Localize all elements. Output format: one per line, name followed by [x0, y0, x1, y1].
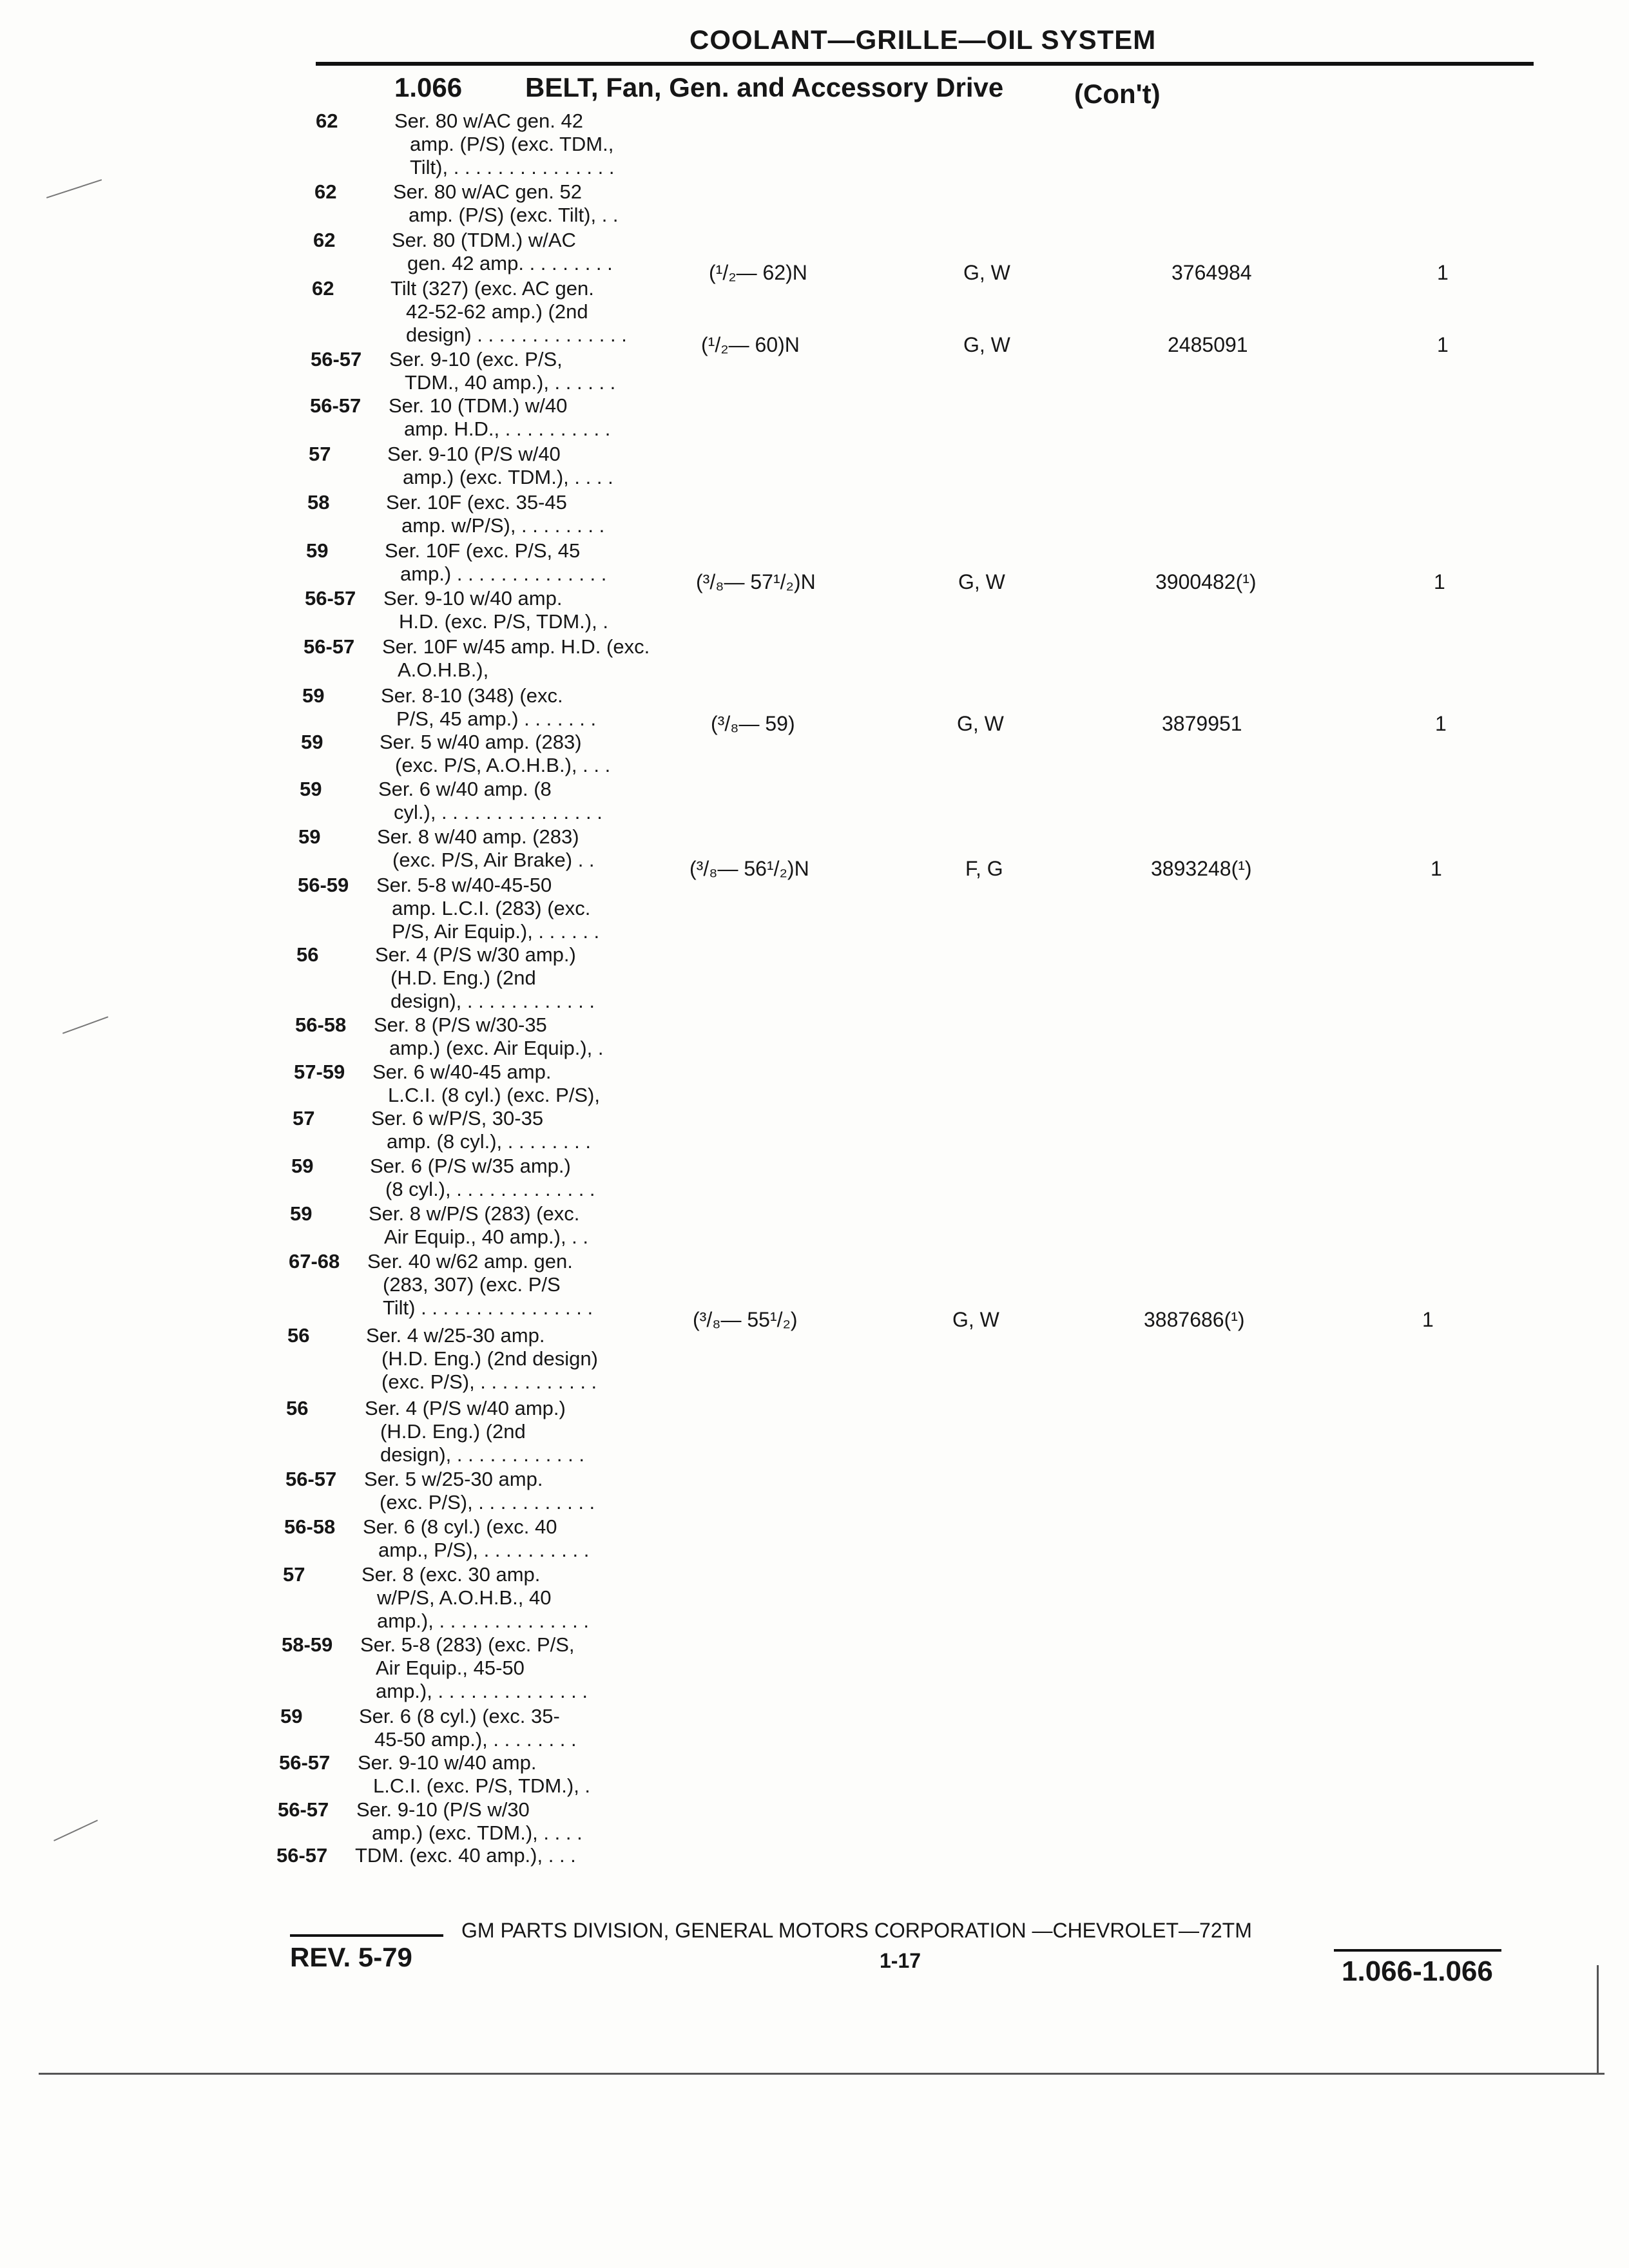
application-description-line: 45-50 amp.), . . . . . . . .: [374, 1728, 577, 1751]
application-description-line: Ser. 8-10 (348) (exc.: [381, 684, 563, 707]
application-description-line: amp.) . . . . . . . . . . . . . .: [400, 562, 607, 585]
application-description-line: P/S, 45 amp.) . . . . . . .: [396, 707, 597, 730]
part-number: 3764984: [1171, 261, 1252, 284]
footer-rule: [1334, 1949, 1501, 1952]
application-description-line: amp. (P/S) (exc. TDM.,: [410, 133, 614, 155]
model-year: 59: [290, 1202, 313, 1225]
application-description-line: amp.) (exc. TDM.), . . . .: [403, 466, 613, 488]
footer-page-number: 1-17: [880, 1949, 921, 1972]
model-year: 59: [306, 539, 329, 562]
application-description-line: amp. H.D., . . . . . . . . . .: [404, 418, 611, 440]
application-description-line: H.D. (exc. P/S, TDM.), .: [399, 610, 608, 633]
model-year: 56-57: [285, 1468, 337, 1490]
section-title: BELT, Fan, Gen. and Accessory Drive: [525, 72, 1004, 102]
scan-edge: [1597, 1965, 1599, 2073]
quantity: 1: [1435, 712, 1447, 735]
application-description-line: Tilt (327) (exc. AC gen.: [390, 277, 594, 300]
belt-colors: G, W: [963, 333, 1010, 356]
application-description-line: (H.D. Eng.) (2nd design): [381, 1347, 598, 1370]
application-description-line: Ser. 5-8 (283) (exc. P/S,: [360, 1633, 575, 1656]
model-year: 57: [283, 1563, 305, 1586]
part-number: 3893248(¹): [1151, 857, 1252, 880]
belt-size: (³/₈— 57¹/₂)N: [696, 570, 816, 593]
belt-size: (¹/₂— 62)N: [709, 261, 807, 284]
application-description-line: Ser. 10 (TDM.) w/40: [389, 394, 568, 417]
application-description-line: Ser. 80 w/AC gen. 42: [394, 110, 583, 132]
model-year: 56: [287, 1324, 310, 1347]
belt-size: (³/₈— 56¹/₂)N: [689, 857, 809, 880]
application-description-line: Air Equip., 45-50: [376, 1657, 525, 1679]
model-year: 56: [286, 1397, 309, 1419]
belt-size: (¹/₂— 60)N: [701, 333, 800, 356]
part-number: 2485091: [1168, 333, 1248, 356]
application-description-line: amp. L.C.I. (283) (exc.: [392, 897, 591, 919]
footer-section-range: 1.066-1.066: [1342, 1956, 1493, 1987]
quantity: 1: [1431, 857, 1442, 880]
application-description-line: L.C.I. (exc. P/S, TDM.), .: [373, 1774, 591, 1797]
application-description-line: design), . . . . . . . . . . . .: [390, 990, 595, 1012]
application-description-line: Ser. 9-10 (exc. P/S,: [389, 348, 563, 370]
model-year: 56-57: [305, 587, 356, 610]
model-year: 62: [312, 277, 334, 300]
model-year: 56-57: [310, 394, 361, 417]
model-year: 62: [316, 110, 338, 132]
application-description-line: Ser. 6 (8 cyl.) (exc. 35-: [359, 1705, 560, 1727]
application-description-line: amp.), . . . . . . . . . . . . . .: [377, 1610, 590, 1632]
model-year: 56-57: [276, 1844, 328, 1867]
application-description-line: amp.) (exc. Air Equip.), .: [389, 1037, 604, 1059]
application-description-line: Ser. 8 (exc. 30 amp.: [361, 1563, 541, 1586]
application-description-line: design) . . . . . . . . . . . . . .: [406, 323, 627, 346]
belt-colors: G, W: [957, 712, 1004, 735]
model-year: 59: [302, 684, 325, 707]
application-description-line: amp.), . . . . . . . . . . . . . .: [376, 1680, 588, 1702]
model-year: 57: [293, 1107, 315, 1129]
application-description-line: Ser. 9-10 w/40 amp.: [358, 1751, 537, 1774]
footer-rule: [290, 1934, 443, 1937]
header-rule: [316, 62, 1534, 66]
belt-size: (³/₈— 59): [711, 712, 795, 735]
application-description-line: (H.D. Eng.) (2nd: [390, 966, 536, 989]
model-year: 67-68: [289, 1250, 340, 1273]
model-year: 62: [314, 180, 337, 203]
part-number: 3887686(¹): [1144, 1308, 1245, 1331]
scan-mark: [63, 1016, 108, 1034]
application-description-line: Ser. 9-10 (P/S w/30: [356, 1798, 530, 1821]
application-description-line: Ser. 5 w/40 amp. (283): [380, 731, 582, 753]
application-description-line: Ser. 40 w/62 amp. gen.: [367, 1250, 573, 1273]
application-description-line: Ser. 8 w/40 amp. (283): [377, 825, 579, 848]
application-description-line: Ser. 4 (P/S w/40 amp.): [365, 1397, 566, 1419]
application-description-line: cyl.), . . . . . . . . . . . . . . .: [394, 801, 602, 823]
application-description-line: P/S, Air Equip.), . . . . . .: [392, 920, 600, 943]
model-year: 58: [307, 491, 330, 514]
model-year: 59: [298, 825, 321, 848]
application-description-line: gen. 42 amp. . . . . . . . .: [407, 252, 613, 274]
quantity: 1: [1437, 333, 1449, 356]
belt-colors: G, W: [963, 261, 1010, 284]
application-description-line: (exc. P/S), . . . . . . . . . . .: [380, 1491, 595, 1514]
application-description-line: Tilt) . . . . . . . . . . . . . . . .: [383, 1296, 593, 1319]
footer-revision: REV. 5-79: [290, 1942, 412, 1972]
model-year: 56-58: [284, 1515, 336, 1538]
application-description-line: w/P/S, A.O.H.B., 40: [377, 1586, 552, 1609]
scan-edge: [39, 2073, 1605, 2075]
page-header-title: COOLANT—GRILLE—OIL SYSTEM: [689, 24, 1157, 55]
application-description-line: amp.) (exc. TDM.), . . . .: [372, 1821, 583, 1844]
model-year: 57-59: [294, 1061, 345, 1083]
application-description-line: Air Equip., 40 amp.), . .: [384, 1225, 589, 1248]
application-description-line: (H.D. Eng.) (2nd: [380, 1420, 526, 1443]
application-description-line: amp. w/P/S), . . . . . . . .: [401, 514, 605, 537]
application-description-line: amp. (P/S) (exc. Tilt), . .: [409, 204, 619, 226]
belt-size: (³/₈— 55¹/₂): [693, 1308, 798, 1331]
part-number: 3900482(¹): [1155, 570, 1257, 593]
application-description-line: amp. (8 cyl.), . . . . . . . .: [387, 1130, 591, 1153]
application-description-line: amp., P/S), . . . . . . . . . .: [378, 1539, 590, 1561]
model-year: 56-57: [279, 1751, 331, 1774]
quantity: 1: [1434, 570, 1445, 593]
application-description-line: 42-52-62 amp.) (2nd: [406, 300, 588, 323]
application-description-line: Ser. 6 (8 cyl.) (exc. 40: [363, 1515, 557, 1538]
application-description-line: Ser. 10F (exc. P/S, 45: [385, 539, 581, 562]
application-description-line: (8 cyl.), . . . . . . . . . . . . .: [385, 1178, 595, 1200]
application-description-line: Tilt), . . . . . . . . . . . . . . .: [410, 156, 615, 178]
model-year: 56: [296, 943, 319, 966]
model-year: 59: [301, 731, 323, 753]
model-year: 59: [291, 1155, 314, 1177]
application-description-line: (exc. P/S, A.O.H.B.), . . .: [395, 754, 611, 776]
model-year: 56-59: [298, 874, 349, 896]
quantity: 1: [1422, 1308, 1434, 1331]
application-description-line: design), . . . . . . . . . . . .: [380, 1443, 584, 1466]
model-year: 59: [300, 778, 322, 800]
application-description-line: Ser. 6 w/40 amp. (8: [378, 778, 552, 800]
model-year: 59: [280, 1705, 303, 1727]
application-description-line: TDM., 40 amp.), . . . . . .: [405, 371, 616, 394]
application-description-line: Ser. 9-10 w/40 amp.: [383, 587, 563, 610]
quantity: 1: [1437, 261, 1449, 284]
application-description-line: Ser. 9-10 (P/S w/40: [387, 443, 561, 465]
application-description-line: Ser. 10F w/45 amp. H.D. (exc.: [382, 635, 650, 658]
application-description-line: Ser. 6 w/P/S, 30-35: [371, 1107, 544, 1129]
part-number: 3879951: [1162, 712, 1242, 735]
application-description-line: (exc. P/S), . . . . . . . . . . .: [381, 1370, 597, 1393]
application-description-line: Ser. 8 (P/S w/30-35: [374, 1014, 547, 1036]
application-description-line: Ser. 4 (P/S w/30 amp.): [375, 943, 576, 966]
application-description-line: Ser. 6 w/40-45 amp.: [372, 1061, 552, 1083]
belt-colors: G, W: [952, 1308, 999, 1331]
application-description-line: Ser. 8 w/P/S (283) (exc.: [369, 1202, 580, 1225]
model-year: 57: [309, 443, 331, 465]
model-year: 56-57: [304, 635, 355, 658]
application-description-line: Ser. 4 w/25-30 amp.: [366, 1324, 545, 1347]
application-description-line: Ser. 5-8 w/40-45-50: [376, 874, 552, 896]
scan-mark: [53, 1820, 98, 1841]
application-description-line: Ser. 6 (P/S w/35 amp.): [370, 1155, 571, 1177]
application-description-line: A.O.H.B.),: [398, 658, 489, 681]
belt-colors: G, W: [958, 570, 1005, 593]
model-year: 56-57: [278, 1798, 329, 1821]
application-description-line: Ser. 80 w/AC gen. 52: [393, 180, 582, 203]
model-year: 62: [313, 229, 336, 251]
application-description-line: L.C.I. (8 cyl.) (exc. P/S),: [388, 1084, 600, 1106]
belt-colors: F, G: [965, 857, 1003, 880]
application-description-line: (exc. P/S, Air Brake) . .: [392, 849, 595, 871]
model-year: 56-58: [295, 1014, 347, 1036]
scan-mark: [46, 179, 102, 198]
model-year: 58-59: [282, 1633, 333, 1656]
application-description-line: Ser. 80 (TDM.) w/AC: [392, 229, 576, 251]
application-description-line: TDM. (exc. 40 amp.), . . .: [355, 1844, 576, 1867]
application-description-line: Ser. 5 w/25-30 amp.: [364, 1468, 543, 1490]
section-continued: (Con't): [1074, 79, 1161, 109]
application-description-line: Ser. 10F (exc. 35-45: [386, 491, 567, 514]
section-number: 1.066: [394, 72, 463, 102]
model-year: 56-57: [311, 348, 362, 370]
footer-corporation: GM PARTS DIVISION, GENERAL MOTORS CORPORATION —CHEVROLET—72TM: [461, 1919, 1252, 1942]
application-description-line: (283, 307) (exc. P/S: [383, 1273, 561, 1296]
